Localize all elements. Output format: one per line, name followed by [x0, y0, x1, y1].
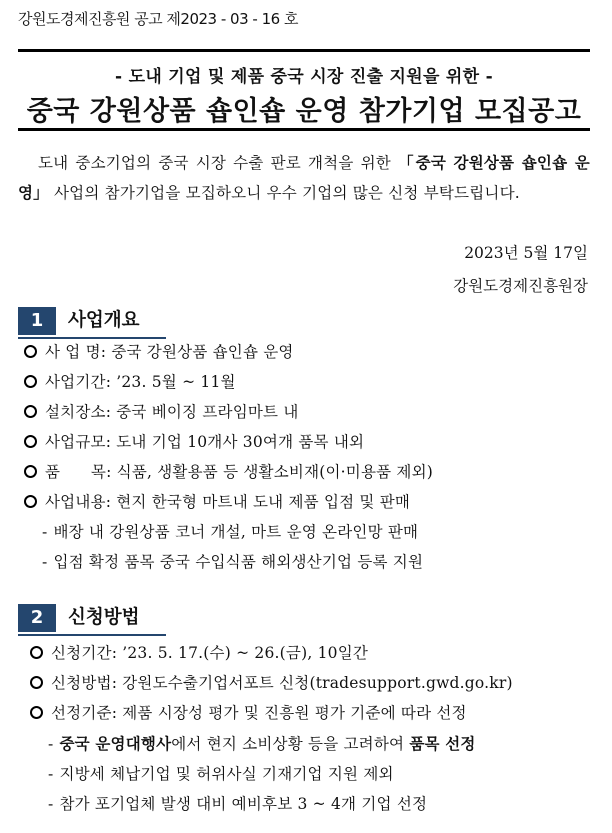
section-1-bullet-list	[24, 337, 433, 517]
section-title: 사업개요	[68, 310, 140, 331]
bullet-text: 선정기준: 제품 시장성 평가 및 진흥원 평가 기준에 따라 선정	[51, 704, 467, 722]
dash-icon: -	[48, 735, 54, 753]
sub-item-text: 입점 확정 품목 중국 수입식품 해외생산기업 등록 지원	[53, 553, 424, 571]
sub-item	[48, 789, 476, 819]
bullet-item	[24, 457, 433, 487]
issuer-name: 강원도경제진흥원장	[453, 277, 588, 295]
bullet-text: 신청기간: ’23. 5. 17.(수) ~ 26.(금), 10일간	[51, 644, 369, 662]
notice-number: 강원도경제진흥원 공고 제2023 - 03 - 16 호	[18, 10, 298, 28]
sub-item	[48, 729, 476, 759]
bullet-item	[30, 668, 513, 698]
section-underline	[18, 634, 166, 636]
sub-item	[48, 759, 476, 789]
bullet-item	[24, 487, 433, 517]
bullet-text: 사업내용: 현지 한국형 마트내 도내 제품 입점 및 판매	[45, 493, 411, 511]
circle-bullet-icon	[24, 465, 37, 478]
bullet-text: 사 업 명: 중국 강원상품 숍인숍 운영	[45, 343, 294, 361]
section-number-badge: 2	[18, 604, 56, 632]
bullet-item	[24, 397, 433, 427]
bullet-item	[24, 427, 433, 457]
bullet-item	[24, 367, 433, 397]
bullet-item	[30, 698, 513, 728]
bullet-item	[30, 638, 513, 668]
circle-bullet-icon	[24, 345, 37, 358]
section-2-sub-list	[48, 729, 476, 819]
intro-text-after: 사업의 참가기업을 모집하오니 우수 기업의 많은 신청 부탁드립니다.	[48, 184, 520, 202]
notice-date: 2023년 5월 17일	[464, 244, 588, 262]
section-1-header	[18, 307, 318, 335]
intro-highlight: 「중국 강원상품 숍인숍 운영」	[18, 153, 590, 202]
bullet-text: 품 목: 식품, 생활용품 등 생활소비재(이·미용품 제외)	[45, 463, 434, 481]
dash-icon: -	[42, 523, 48, 541]
section-number-badge: 1	[18, 307, 56, 335]
bullet-text: 사업규모: 도내 기업 10개사 30여개 품목 내외	[45, 433, 365, 451]
circle-bullet-icon	[24, 435, 37, 448]
title-box	[18, 49, 590, 131]
section-title: 신청방법	[68, 607, 140, 628]
circle-bullet-icon	[30, 646, 43, 659]
circle-bullet-icon	[30, 706, 43, 719]
document-title: 중국 강원상품 숍인숍 운영 참가기업 모집공고	[26, 96, 582, 127]
dash-icon: -	[42, 553, 48, 571]
section-2-bullet-list	[30, 638, 513, 728]
bullet-text: 설치장소: 중국 베이징 프라임마트 내	[45, 403, 299, 421]
sub-item-text: 참가 포기업체 발생 대비 예비후보 3 ~ 4개 기업 선정	[59, 795, 428, 813]
bullet-item	[24, 337, 433, 367]
circle-bullet-icon	[24, 375, 37, 388]
sub-item	[42, 517, 423, 547]
sub-item-bold-end: 품목 선정	[409, 734, 476, 753]
document-subtitle: - 도내 기업 및 제품 중국 시장 진출 지원을 위한 -	[115, 67, 493, 87]
dash-icon: -	[48, 765, 54, 783]
circle-bullet-icon	[30, 676, 43, 689]
bullet-text: 사업기간: ’23. 5월 ~ 11월	[45, 373, 236, 391]
sub-item	[42, 547, 423, 577]
section-1-sub-list	[42, 517, 423, 577]
dash-icon: -	[48, 795, 54, 813]
sub-item-text: 지방세 체납기업 및 허위사실 기재기업 지원 제외	[59, 765, 394, 783]
sub-item-text: 에서 현지 소비상황 등을 고려하여	[171, 735, 410, 753]
circle-bullet-icon	[24, 405, 37, 418]
intro-paragraph	[18, 148, 590, 208]
sub-item-bold-start: 중국 운영대행사	[59, 734, 172, 753]
intro-text-before: 도내 중소기업의 중국 시장 수출 판로 개척을 위한	[38, 154, 398, 172]
sub-item-text: 배장 내 강원상품 코너 개설, 마트 운영 온라인망 판매	[53, 523, 419, 541]
section-2-header	[18, 604, 318, 632]
bullet-text: 신청방법: 강원도수출기업서포트 신청(tradesupport.gwd.go.kr)	[51, 674, 513, 692]
circle-bullet-icon	[24, 495, 37, 508]
